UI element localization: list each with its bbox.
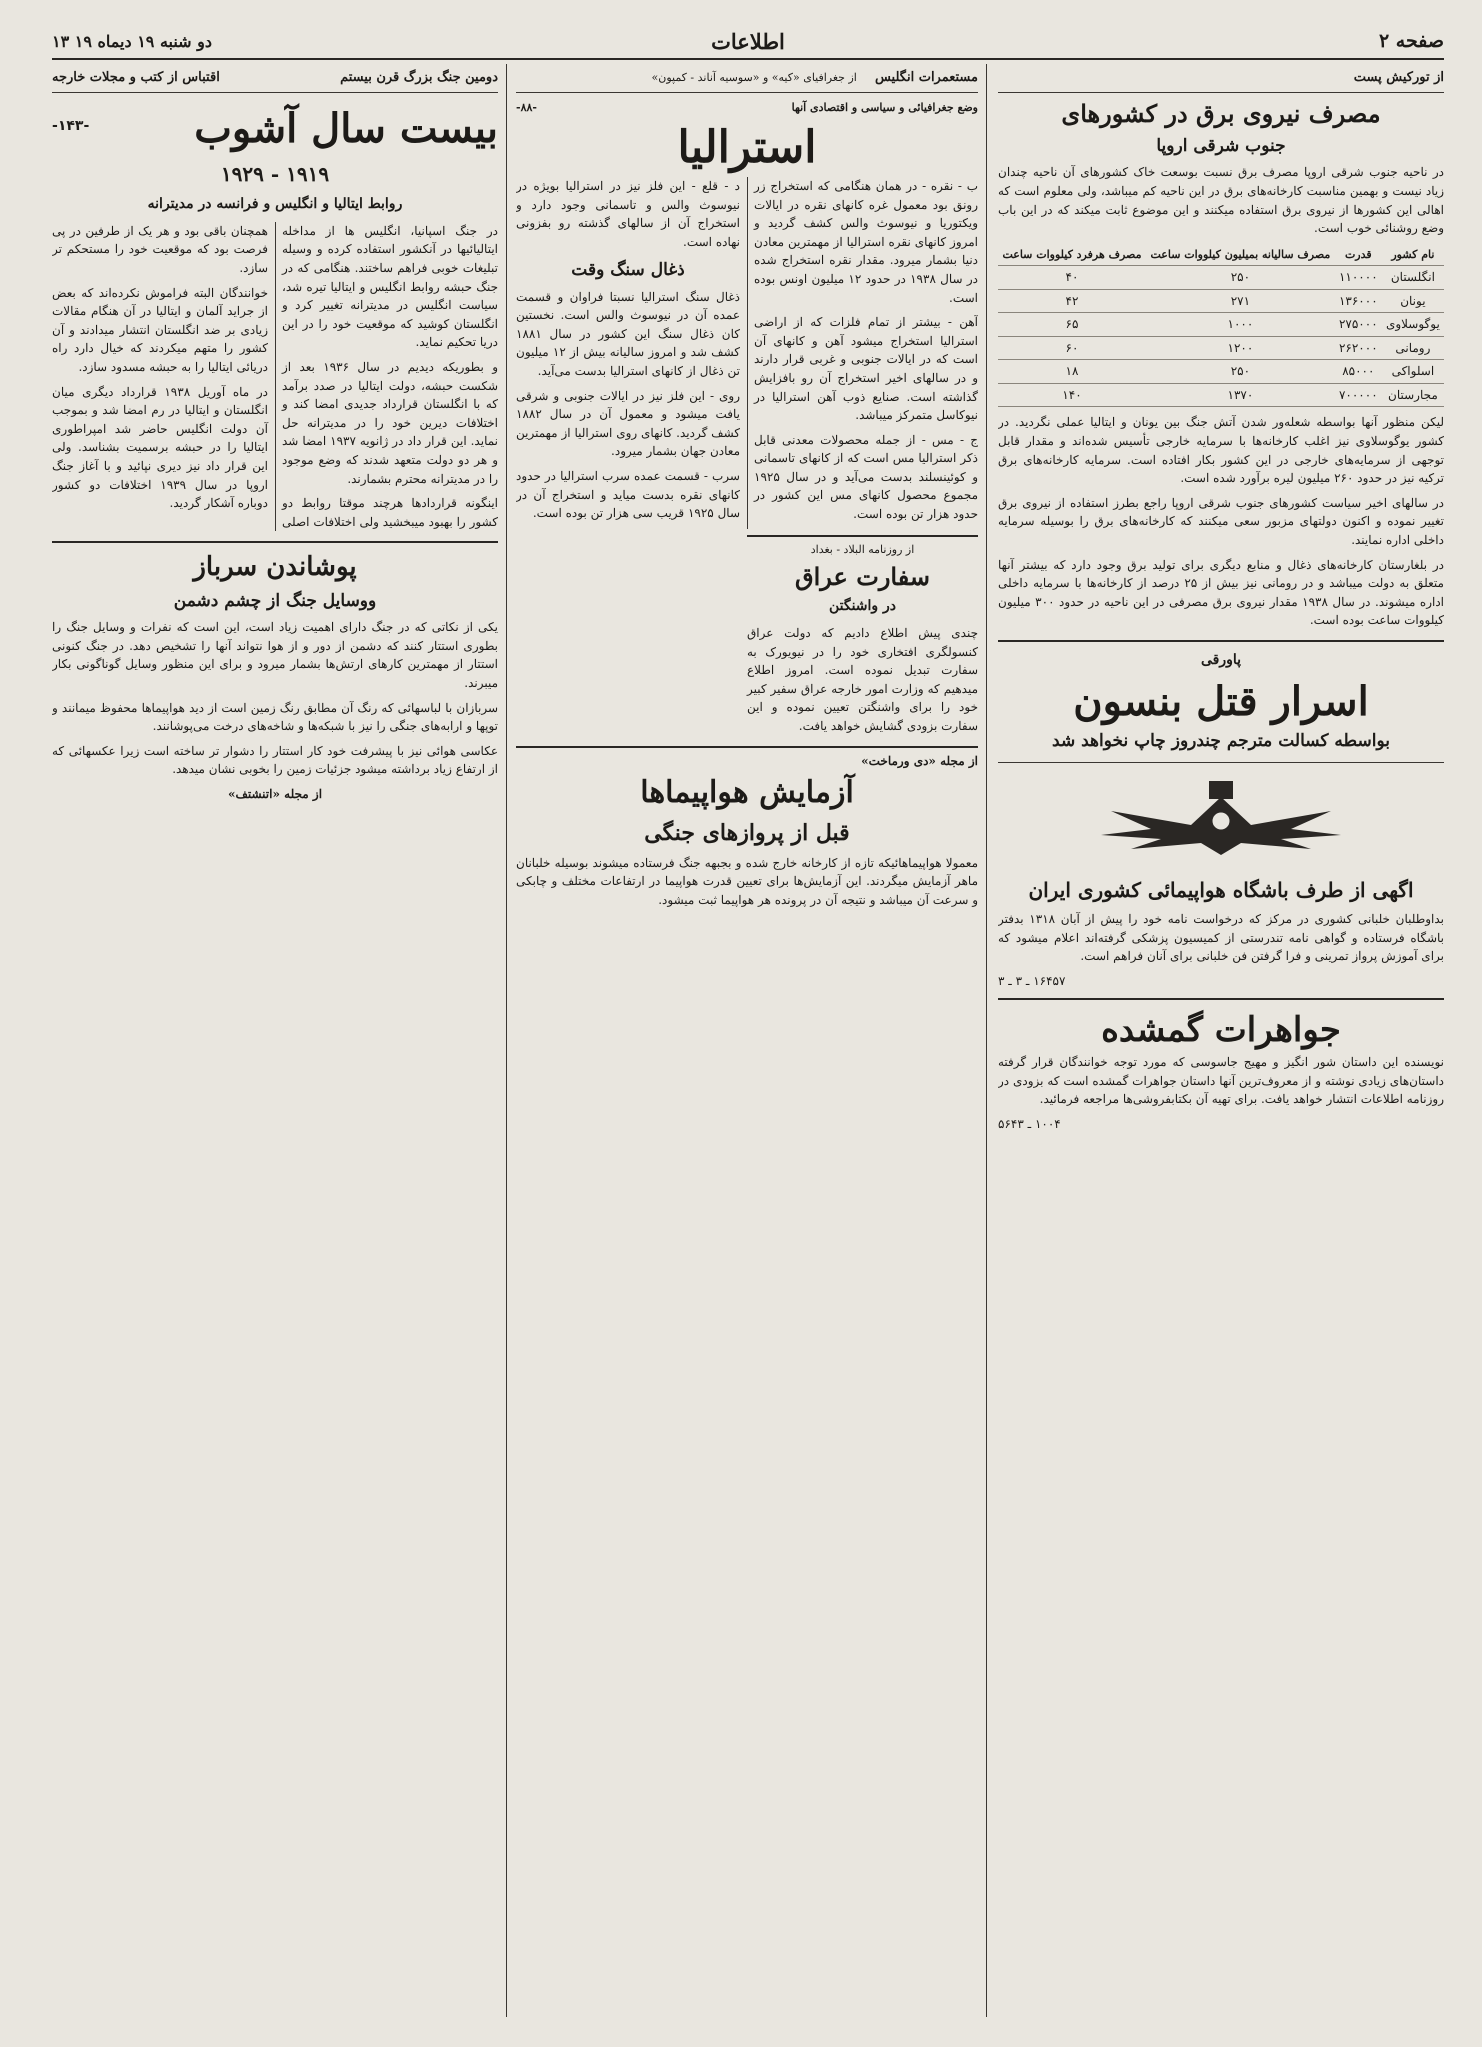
article-title: سفارت عراق — [795, 562, 930, 592]
embassy-article — [747, 535, 978, 735]
table-header: قدرت — [1335, 244, 1382, 266]
column-divider — [986, 64, 987, 2017]
masthead — [52, 24, 1444, 60]
article-meta — [516, 99, 978, 116]
column-divider — [506, 64, 507, 2017]
lost-jewels-notice — [998, 998, 1444, 1133]
table-cell: ۱۱۰۰۰۰ — [1335, 265, 1382, 289]
table-row — [998, 360, 1444, 384]
section-label: مستعمرات انگلیس — [874, 70, 978, 85]
page-label: صفحه ۲ — [1378, 30, 1444, 52]
table-cell: ۲۵۰ — [1146, 360, 1335, 384]
column-left — [52, 64, 498, 2017]
article-subtitle: قبل از پروازهای جنگی — [644, 819, 850, 846]
notice-text: نویسنده این داستان شور انگیز و مهیج جاسوسی که مورد توجه خوانندگان قرار گرفته داستان‌های زیادی نوشته و از معروف‌ترین آنها داستان جواهرات گمشده است که بزودی در روزنامه اطلاعات انتشار خواهد یافت. برای تهیه آن بکتابفروشی‌ها مراجعه فرمائید. — [998, 1055, 1444, 1107]
table-cell: ۱۳۷۰ — [1146, 383, 1335, 407]
article-paragraph: ذغال سنگ استرالیا نسبتا فراوان و قسمت عمده آن در نیوسوث والس است. نخستین کان ذغال سنگ این کشور در سال ۱۸۸۱ کشف شد و امروز سالیانه بیش از ۱۲ میلیون تن ذغال از کانهای استرالیا بدست می‌آید. — [516, 289, 741, 379]
article-meta-text: وضع جغرافیائی و سیاسی و اقتصادی آنها — [791, 101, 978, 115]
table-cell: ۱۲۰۰ — [1146, 336, 1335, 360]
article-paragraph: اینگونه قراردادها هرچند موقتا روابط دو کشور را بهبود میبخشید ولی اختلافات اصلی همچنان باقی بود و هر یک از طرفین در پی فرصت بود که موقعیت خود را مستحکم تر سازد. — [52, 223, 498, 529]
article-subtitle: در واشنگتن — [828, 598, 897, 615]
article-body — [52, 222, 498, 532]
article-paragraph: خوانندگان البته فراموش نکرده‌اند که بعض از جراید آلمان و ایتالیا در آن هنگام مقالات زیادی بر ضد انگلستان انتشار میدادند و آن کشور را متهم میکردند که خیال دارد راه دریائی ایتالیا را به حبشه مسدود سازد. — [52, 285, 268, 374]
article-paragraph: در ماه آوریل ۱۹۳۸ قرارداد دیگری میان انگلستان و ایتالیا در رم امضا شد و بموجب آن دولت انگلیس حاضر شد امپراطوری ایتالیا را در حبشه برسمیت بشناسد. ولی این قرار داد نیز دیری نپائید و با آغاز جنگ اروپا در سال ۱۹۳۹ اختلافات دو کشور دوباره آشکار گردید. — [52, 384, 268, 511]
table-cell: ۴۲ — [998, 289, 1146, 313]
article-paragraph: آهن - بیشتر از تمام فلزات که از اراضی استرالیا استخراج میشود آهن و کانهای آن است که در ایالات جنوبی و غربی قرار دارند و در سالهای اخیر استخراج آن رو بافزایش گذاشته است. صنایع ذوب آهن استرالیا در نیوکاسل متمرکز میباشد. — [754, 315, 978, 423]
table-header: مصرف هرفرد کیلووات ساعت — [998, 244, 1146, 266]
notice-code: ۱۰۰۴ ـ ۵۶۴۳ — [998, 1116, 1061, 1131]
article-years: ۱۹۱۹ - ۱۹۲۹ — [220, 162, 330, 187]
source-label: از مجله «دی ورماخت» — [861, 753, 978, 768]
article-paragraph: سرب - قسمت عمده سرب استرالیا در حدود کانهای نقره بدست میاید و استخراج آن در سال ۱۹۲۵ قریب سی هزار تن بوده است. — [516, 469, 740, 521]
article-body — [516, 177, 978, 529]
electricity-table — [998, 244, 1444, 408]
source-label: اقتباس از کتب و مجلات خارجه — [52, 70, 220, 85]
article-title: پوشاندن سرباز — [193, 552, 357, 583]
notice-title: جواهرات گمشده — [1101, 1010, 1341, 1051]
table-row — [998, 336, 1444, 360]
table-cell: ۲۷۱ — [1146, 289, 1335, 313]
issue-date: دو شنبه ۱۹ دیماه ۱۹ ۱۳ — [52, 31, 213, 51]
table-cell: یوگوسلاوی — [1382, 313, 1444, 337]
article-kicker: از تورکیش پست — [998, 64, 1444, 93]
camouflage-article — [52, 541, 498, 803]
section-heading: ذغال سنگ وقت — [571, 260, 685, 281]
article-paragraph: در بلغارستان کارخانه‌های ذغال و منابع دیگری برای تولید برق وجود دارد که بیشتر آنها متعلق به دولت میباشد و در رومانی نیز بیش از ۲۵ درصد از کارخانه‌ها با سرمایه داخلی اداره میشوند. در سال ۱۹۳۸ مقدار نیروی برق مصرفی در این ناحیه در حدود ۳۰۰ میلیون کیلووات ساعت بوده است. — [998, 557, 1444, 628]
table-cell: ۲۷۵۰۰۰ — [1335, 313, 1382, 337]
article-subtitle: جنوب شرقی اروپا — [1156, 136, 1286, 157]
table-row — [998, 289, 1444, 313]
article-paragraph: در سالهای اخیر سیاست کشورهای جنوب شرقی اروپا راجع بطرز استفاده از نیروی برق تغییر نموده و اکنون دولتهای مزبور سعی میکنند که کارخانه‌های برق را بوسیله سرمایه داخلی اداره نمایند. — [998, 495, 1444, 548]
article-paragraph: یکی از نکاتی که در جنگ دارای اهمیت زیاد است، این است که نفرات و وسایل جنگ را بطوری استتار کنند که دشمن از دور و از هوا نتواند آنها را تشخیص دهد. در جنگ کنونی استتار از مهمترین کارهای ارتش‌ها بشمار میرود و برای این منظور وسایل گوناگونی بکار میبرند. — [52, 620, 498, 690]
paper-name: اطلاعات — [711, 28, 785, 54]
series-label: دومین جنگ بزرگ قرن بیستم — [340, 70, 498, 85]
winged-crown-icon — [1091, 777, 1351, 867]
serial-kicker: پاورقی — [1200, 652, 1242, 668]
ad-code: ۱۶۴۵۷ ـ ۳ ـ ۳ — [998, 973, 1066, 988]
article-kicker — [516, 64, 978, 93]
table-cell: ۱۰۰۰ — [1146, 313, 1335, 337]
article-paragraph: سربازان با لباسهائی که رنگ آن مطابق رنگ زمین است از دید هواپیماها محفوظ میمانند و توپها و ارابه‌های جنگی را نیز با شبکه‌ها و شاخه‌های درخت می‌پوشانند. — [52, 700, 498, 734]
article-subtitle: ووسایل جنگ از چشم دشمن — [173, 590, 377, 611]
serial-title: اسرار قتل بنسون — [1073, 677, 1369, 725]
article-subtitle: روابط ایتالیا و انگلیس و فرانسه در مدیترانه — [147, 196, 403, 213]
article-number: -۸۸- — [516, 101, 537, 115]
article-paragraph: و بطوریکه دیدیم در سال ۱۹۳۶ بعد از شکست حبشه، دولت ایتالیا در صدد برآمد که با انگلستان قرارداد جدیدی امضا کند و اختلافات دیرین خود را در مدیترانه حل نماید. این قرار داد در ژانویه ۱۹۳۷ امضا شد و هر دو دولت متعهد شدند که وضع موجود را در مدیترانه محترم بشمارند. — [282, 359, 498, 486]
article-paragraph: لیکن منظور آنها بواسطه شعله‌ور شدن آتش جنگ بین یونان و ایتالیا عملی نگردید. در کشور یوگوسلاوی نیز اغلب کارخانه‌ها با سرمایه خارجی تأسیس شده‌اند و مقدار قابل توجهی از سرمایه‌های خارجی در این کشور بکار افتاده است. سرمایه کارخانه‌های برق ترکیه نیز در حدود ۲۶۰ میلیون لیره برآورد شده است. — [998, 415, 1444, 486]
table-cell: رومانی — [1382, 336, 1444, 360]
article-kicker — [52, 64, 498, 93]
article-title: بیست سال آشوب — [194, 105, 498, 153]
table-row — [998, 265, 1444, 289]
table-cell: ۲۵۰ — [1146, 265, 1335, 289]
article-paragraph: چندی پیش اطلاع دادیم که دولت عراق کنسولگری افتخاری خود را در نیویورک به سفارت تبدیل نموده است. امروز اطلاع میدهیم که وزارت امور خارجه عراق سفیر کبیر خود را برای واشنگتن تعیین نموده و این سفارت بزودی گشایش خواهد یافت. — [747, 625, 978, 733]
table-row — [998, 313, 1444, 337]
table-cell: یونان — [1382, 289, 1444, 313]
table-cell: ۴۰ — [998, 265, 1146, 289]
aviation-emblem — [998, 777, 1444, 867]
table-header: نام کشور — [1382, 244, 1444, 266]
table-cell: ۶۰ — [998, 336, 1146, 360]
table-cell: اسلواکی — [1382, 360, 1444, 384]
source-label: از روزنامه البلاد - بغداد — [810, 543, 915, 557]
table-cell: ۶۵ — [998, 313, 1146, 337]
article-title: مصرف نیروی برق در کشورهای — [1061, 99, 1381, 129]
article-paragraph: در جنگ اسپانیا، انگلیس ها از مداخله ایتالیائیها در آنکشور استفاده کرده و وسیله تبلیغات خوبی فراهم ساختند. هنگامی که در جنگ حبشه روابط انگلیس و ایتالیا تیره شد، سیاست انگلیس در مدیترانه تغییر کرد و انگلستان کوشید که موقعیت خود را در این دریا تحکیم نماید. — [282, 223, 498, 350]
article-paragraph: روی - این فلز نیز در ایالات جنوبی و شرقی یافت میشود و معمول آن در سال ۱۸۸۲ کشف گردید. کانهای روی استرالیا از مهمترین معادن جهان بشمار میرود. — [516, 388, 740, 459]
article-paragraph: عکاسی هوائی نیز با پیشرفت خود کار استتار را دشوار تر ساخته است زیرا عکسهائی که از ارتفاع زیاد برداشته میشود جزئیات زمین را بخوبی نشان میدهد. — [52, 743, 498, 777]
table-cell: ۲۶۲۰۰۰ — [1335, 336, 1382, 360]
serial-subtitle: بواسطه کسالت مترجم چندروز چاپ نخواهد شد — [1052, 730, 1390, 751]
ad-text: بداوطلبان خلبانی کشوری در مرکز که درخواست نامه خود را پیش از آبان ۱۳۱۸ بدفتر باشگاه فرستاده و گواهی نامه تندرستی از کمیسیون پزشکی گرفته‌اند اعلام میشود که برای آموزش پرواز تمرینی و فرا گرفتن فن خلبانی برای آنان فراهم است. — [998, 912, 1444, 964]
ad-title: اگهی از طرف باشگاه هواپیمائی کشوری ایران — [1028, 878, 1414, 903]
article-header — [52, 99, 498, 155]
advertisement — [998, 762, 1444, 990]
table-cell: ۱۴۰ — [998, 383, 1146, 407]
article-paragraph: در ناحیه جنوب شرقی اروپا مصرف برق نسبت بوسعت خاک کشورهای آن ناحیه چندان زیاد نیست و بهمین مناسبت کارخانه‌های برق در این ناحیه کم میباشد، ولی معلوم است که اهالی این کشورها از نیروی برق استفاده میکنند و این موضوع ثابت میکند که در این باب وضع روشنائی خوب است. — [998, 165, 1444, 236]
table-cell: ۱۳۶۰۰۰ — [1335, 289, 1382, 313]
table-cell: انگلستان — [1382, 265, 1444, 289]
serial-notice — [998, 640, 1444, 754]
column-right — [998, 64, 1444, 2017]
article-paragraph: ج - مس - از جمله محصولات معدنی قابل ذکر استرالیا مس است که از کانهای تاسمانی و کوئینسلند بدست می‌آید و در سال ۱۹۲۵ مجموع محصول کانهای مس این کشور در حدود هزار تن بوده است. — [754, 432, 978, 522]
table-cell: ۸۵۰۰۰ — [1335, 360, 1382, 384]
source-label: از جغرافیای «کیه» و «سوسیه آناند - کمپون» — [651, 71, 857, 84]
article-title: استرالیا — [677, 122, 817, 174]
source-label: از مجله «اتنشتف» — [227, 786, 323, 801]
article-number: -۱۴۳- — [52, 118, 90, 135]
column-middle — [516, 64, 978, 2017]
table-cell: مجارستان — [1382, 383, 1444, 407]
article-paragraph: معمولا هواپیماهائیکه تازه از کارخانه خارج شده و بجبهه جنگ فرستاده میشوند بوسیله خلبانان ماهر آزمایش میگردند. این آزمایش‌ها برای تعیین قدرت هواپیما در ارتفاعات مختلف و چابکی و سرعت آن میباشد و نتیجه آن در پرونده هر هواپیما ثبت میشود. — [516, 855, 978, 907]
table-cell: ۱۸ — [998, 360, 1146, 384]
table-cell: ۷۰۰۰۰۰ — [1335, 383, 1382, 407]
table-row — [998, 383, 1444, 407]
article-title: آزمایش هواپیماها — [640, 775, 854, 811]
table-header-row — [998, 244, 1444, 266]
article-paragraph: ب - نقره - در همان هنگامی که استخراج زر رونق بود معمول غره کانهای نقره در ایالات ویکتوریا و نیوسوث والس کشف گردید و امروز کانهای نقره استرالیا از مهمترین معادن دنیا بشمار میرود. مقدار نقره استخراج شده در سال ۱۹۳۸ در حدود ۱۲ میلیون اونس بوده است. — [754, 178, 978, 305]
article-paragraph: د - قلع - این فلز نیز در استرالیا بویژه در نیوسوث والس و تاسمانی وجود دارد و استخراج آن از سالهای گذشته رو بفزونی نهاده است. — [516, 178, 740, 249]
aircraft-test-article — [516, 746, 978, 910]
table-header: مصرف سالیانه بمیلیون کیلووات ساعت — [1146, 244, 1335, 266]
